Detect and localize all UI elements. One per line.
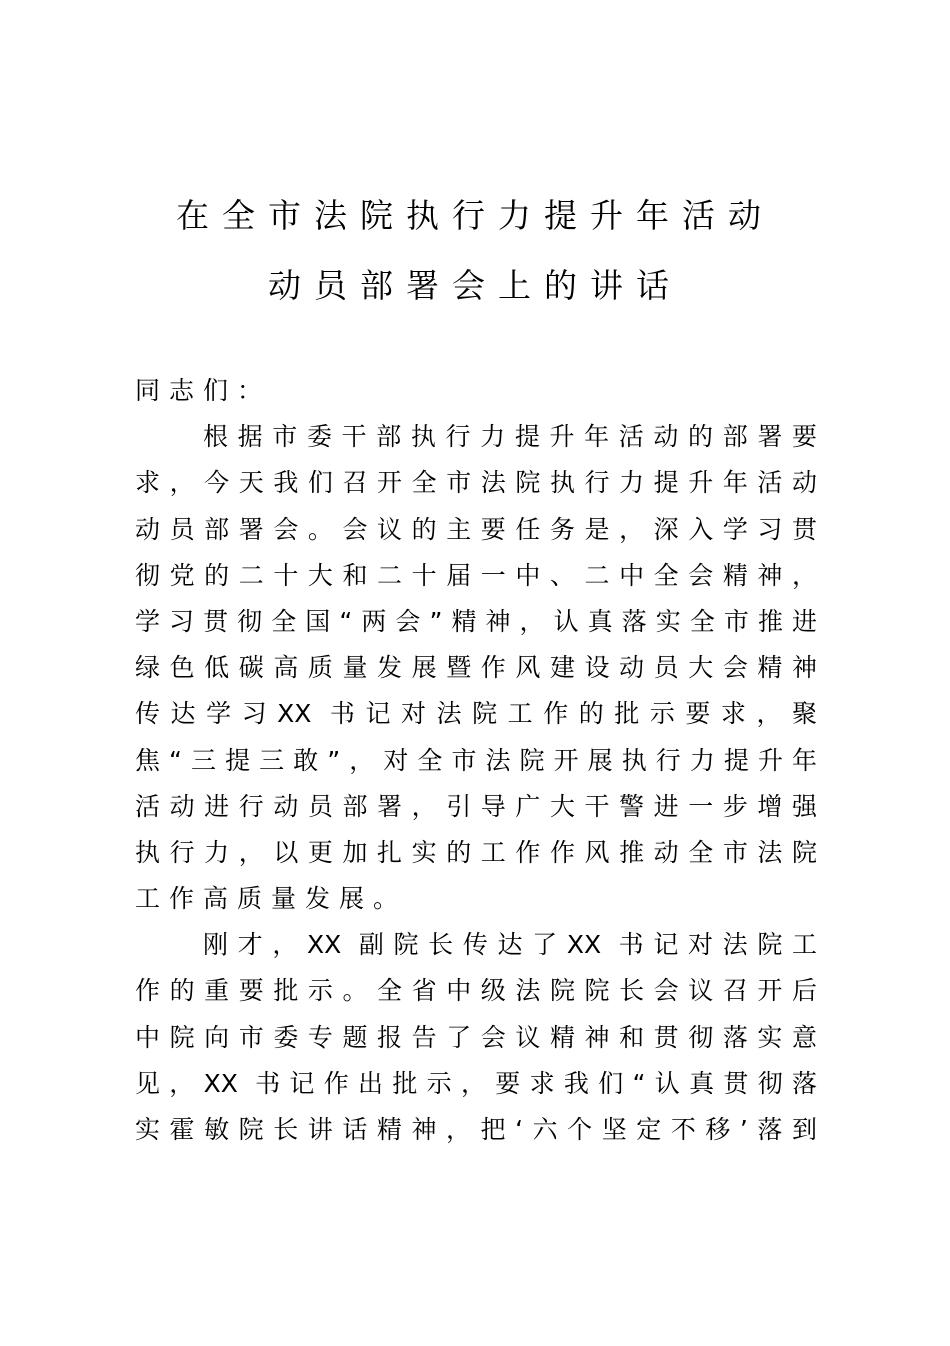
paragraph-line: 焦“三提三敢”，对全市法院开展执行力提升年 — [135, 745, 817, 775]
paragraph-line: 根据市委干部执行力提升年活动的部署要 — [203, 422, 817, 452]
paragraph-line: 绿色低碳高质量发展暨作风建设动员大会精神 — [135, 653, 817, 683]
paragraph-line: 执行力，以更加扎实的工作作风推动全市法院 — [135, 837, 817, 867]
document-title-line-2: 动员部署会上的讲话 — [268, 266, 682, 305]
paragraph-line: 传达学习XX 书记对法院工作的批示要求，聚 — [135, 699, 817, 729]
paragraph-1 — [135, 414, 825, 922]
paragraph-line: 工作高质量发展。 — [135, 884, 408, 914]
paragraph-2 — [135, 922, 825, 1153]
paragraph-line: 彻党的二十大和二十届一中、二中全会精神， — [135, 560, 817, 590]
paragraph-line: 学习贯彻全国“两会”精神，认真落实全市推进 — [135, 606, 817, 636]
paragraph-line: 求，今天我们召开全市法院执行力提升年活动 — [135, 468, 817, 498]
document-title-line-1: 在全市法院执行力提升年活动 — [176, 196, 774, 235]
paragraph-line: 中院向市委专题报告了会议精神和贯彻落实意 — [135, 1022, 817, 1052]
paragraph-line: 见，XX 书记作出批示，要求我们“认真贯彻落 — [135, 1068, 817, 1098]
paragraph-line: 活动进行动员部署，引导广大干警进一步增强 — [135, 791, 817, 821]
document-body — [135, 368, 825, 1153]
paragraph-line: 刚才，XX 副院长传达了XX 书记对法院工 — [203, 930, 817, 960]
paragraph-line: 动员部署会。会议的主要任务是，深入学习贯 — [135, 514, 817, 544]
paragraph-line: 实霍敏院长讲话精神，把‘六个坚定不移’落到 — [135, 1115, 817, 1144]
salutation: 同志们： — [135, 376, 272, 405]
paragraph-line: 作的重要批示。全省中级法院院长会议召开后 — [135, 976, 817, 1006]
